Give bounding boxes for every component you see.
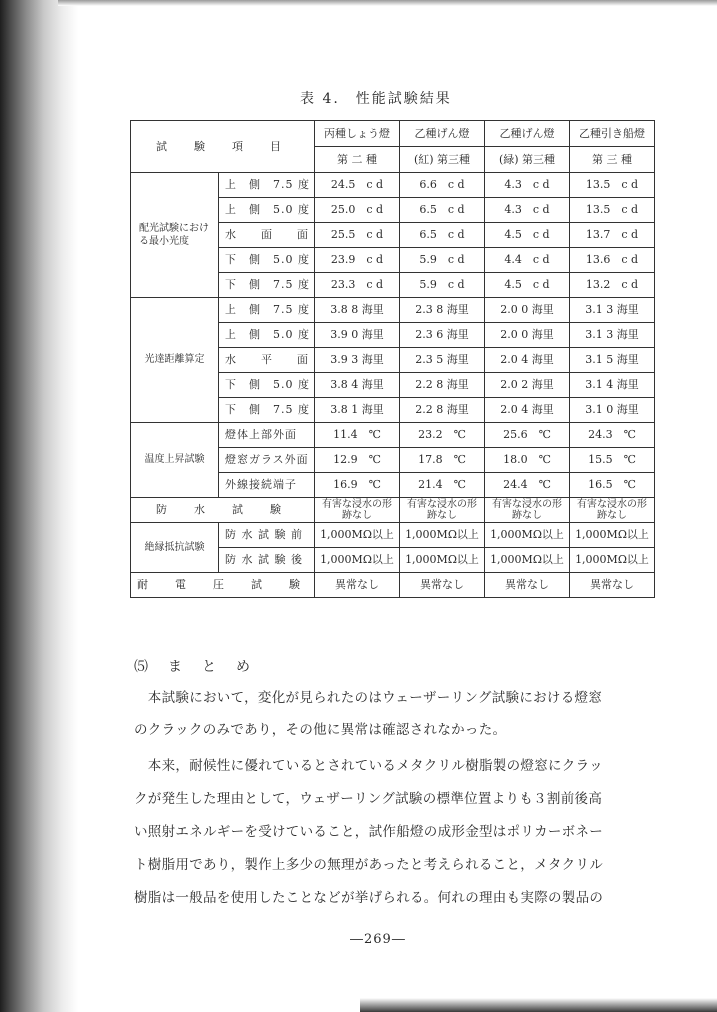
table-cell: 6.5 c d xyxy=(400,198,485,223)
waterproof-test-label: 防 水 試 験 xyxy=(131,498,315,523)
table-cell: 6.6 c d xyxy=(400,173,485,198)
table-cell: 3.9 3 海里 xyxy=(315,348,400,373)
table-cell: 1,000MΩ以上 xyxy=(400,548,485,573)
table-cell: 6.5 c d xyxy=(400,223,485,248)
table-cell: 17.8 ℃ xyxy=(400,448,485,473)
row-item: 下 側 7.5 度 xyxy=(219,273,315,298)
table-cell: 5.9 c d xyxy=(400,273,485,298)
table-cell: 異常なし xyxy=(400,573,485,598)
table-cell: 2.3 6 海里 xyxy=(400,323,485,348)
table-cell: 23.3 c d xyxy=(315,273,400,298)
table-cell: 25.5 c d xyxy=(315,223,400,248)
table-cell: 13.7 c d xyxy=(570,223,655,248)
row-item: 水 面 面 xyxy=(219,223,315,248)
table-row xyxy=(131,498,655,523)
table-cell: 21.4 ℃ xyxy=(400,473,485,498)
table-cell: 4.3 c d xyxy=(485,173,570,198)
table-cell: 3.8 1 海里 xyxy=(315,398,400,423)
table-cell: 24.4 ℃ xyxy=(485,473,570,498)
table-cell: 1,000MΩ以上 xyxy=(485,523,570,548)
body-text-line: 樹脂は一般品を使用したことなどが挙げられる。何れの理由も実際の製品の xyxy=(134,890,604,906)
table-cell: 1,000MΩ以上 xyxy=(570,523,655,548)
table-cell: 3.1 3 海里 xyxy=(570,298,655,323)
table-cell: 16.9 ℃ xyxy=(315,473,400,498)
table-cell: 5.9 c d xyxy=(400,248,485,273)
header-col3-line2: (緑) 第三種 xyxy=(485,147,570,173)
table-cell: 2.3 8 海里 xyxy=(400,298,485,323)
group-label-insulation: 絶縁抵抗試験 xyxy=(131,523,219,573)
table-cell: 2.0 0 海里 xyxy=(485,298,570,323)
row-item: 燈体上部外面 xyxy=(219,423,315,448)
table-cell: 有害な浸水の形跡なし xyxy=(485,498,570,523)
table-cell: 23.2 ℃ xyxy=(400,423,485,448)
table-cell: 1,000MΩ以上 xyxy=(570,548,655,573)
table-row xyxy=(131,523,655,548)
table-cell: 23.9 c d xyxy=(315,248,400,273)
body-text-line: クが発生した理由として，ウェザーリング試験の標準位置よりも３割前後高 xyxy=(134,791,603,807)
header-test-item: 試 験 項 目 xyxy=(131,121,315,173)
table-cell: 13.5 c d xyxy=(570,173,655,198)
header-col3-line1: 乙種げん燈 xyxy=(485,121,570,147)
performance-results-table xyxy=(130,120,655,598)
page-bottom-edge-shadow xyxy=(360,998,717,1012)
row-item: 下 側 7.5 度 xyxy=(219,398,315,423)
book-binding-shadow xyxy=(0,0,78,1012)
table-cell: 2.0 4 海里 xyxy=(485,398,570,423)
table-header-row xyxy=(131,121,655,147)
table-row xyxy=(131,298,655,323)
table-cell: 有害な浸水の形跡なし xyxy=(570,498,655,523)
table-cell: 異常なし xyxy=(315,573,400,598)
table-row xyxy=(131,173,655,198)
table-cell: 18.0 ℃ xyxy=(485,448,570,473)
table-cell: 2.3 5 海里 xyxy=(400,348,485,373)
table-cell: 2.0 0 海里 xyxy=(485,323,570,348)
table-cell: 16.5 ℃ xyxy=(570,473,655,498)
table-cell: 4.5 c d xyxy=(485,273,570,298)
group-label-light-min: 配光試験における最小光度 xyxy=(131,173,219,298)
row-item: 上 側 5.0 度 xyxy=(219,198,315,223)
table-cell: 3.9 0 海里 xyxy=(315,323,400,348)
row-item: 防 水 試 験 前 xyxy=(219,523,315,548)
table-cell: 1,000MΩ以上 xyxy=(315,548,400,573)
header-col4-line1: 乙種引き船燈 xyxy=(570,121,655,147)
table-title: 表 4. 性能試験結果 xyxy=(300,91,452,107)
row-item: 上 側 5.0 度 xyxy=(219,323,315,348)
table-cell: 15.5 ℃ xyxy=(570,448,655,473)
table-cell: 2.0 2 海里 xyxy=(485,373,570,398)
table-cell: 12.9 ℃ xyxy=(315,448,400,473)
table-cell: 25.6 ℃ xyxy=(485,423,570,448)
table-cell: 異常なし xyxy=(485,573,570,598)
row-item: 燈窓ガラス外面 xyxy=(219,448,315,473)
table-cell: 3.1 4 海里 xyxy=(570,373,655,398)
row-item: 上 側 7.5 度 xyxy=(219,298,315,323)
body-text-line: ト樹脂用であり，製作上多少の無理があったと考えられること，メタクリル xyxy=(134,857,604,873)
table-cell: 3.1 3 海里 xyxy=(570,323,655,348)
table-cell: 13.6 c d xyxy=(570,248,655,273)
header-col4-line2: 第 三 種 xyxy=(570,147,655,173)
header-col1-line1: 丙種しょう燈 xyxy=(315,121,400,147)
body-text-line: 本来，耐候性に優れているとされているメタクリル樹脂製の燈窓にクラッ xyxy=(134,758,603,774)
table-cell: 3.8 8 海里 xyxy=(315,298,400,323)
group-label-reach: 光達距離算定 xyxy=(131,298,219,423)
table-cell: 2.2 8 海里 xyxy=(400,398,485,423)
table-cell: 1,000MΩ以上 xyxy=(400,523,485,548)
table-cell: 25.0 c d xyxy=(315,198,400,223)
page-top-edge-shadow xyxy=(58,0,717,6)
table-cell: 3.1 0 海里 xyxy=(570,398,655,423)
table-cell: 4.3 c d xyxy=(485,198,570,223)
row-item: 下 側 5.0 度 xyxy=(219,248,315,273)
table-cell: 24.3 ℃ xyxy=(570,423,655,448)
withstand-voltage-test-label: 耐 電 圧 試 験 xyxy=(131,573,315,598)
table-cell: 3.8 4 海里 xyxy=(315,373,400,398)
table-cell: 4.4 c d xyxy=(485,248,570,273)
body-text-line: い照射エネルギーを受けていること，試作船燈の成形金型はポリカーボネー xyxy=(134,824,604,840)
page-number: ―269― xyxy=(350,932,406,947)
table-cell: 2.0 4 海里 xyxy=(485,348,570,373)
table-cell: 有害な浸水の形跡なし xyxy=(400,498,485,523)
table-cell: 24.5 c d xyxy=(315,173,400,198)
header-col2-line1: 乙種げん燈 xyxy=(400,121,485,147)
header-col1-line2: 第 二 種 xyxy=(315,147,400,173)
table-cell: 1,000MΩ以上 xyxy=(315,523,400,548)
section-heading-summary: ⑸ ま と め xyxy=(134,659,253,675)
table-cell: 有害な浸水の形跡なし xyxy=(315,498,400,523)
row-item: 上 側 7.5 度 xyxy=(219,173,315,198)
row-item: 下 側 5.0 度 xyxy=(219,373,315,398)
row-item: 外線接続端子 xyxy=(219,473,315,498)
row-item: 防 水 試 験 後 xyxy=(219,548,315,573)
table-cell: 4.5 c d xyxy=(485,223,570,248)
table-cell: 13.2 c d xyxy=(570,273,655,298)
body-text-line: 本試験において，変化が見られたのはウェーザーリング試験における燈窓 xyxy=(134,690,603,706)
table-row xyxy=(131,573,655,598)
table-cell: 11.4 ℃ xyxy=(315,423,400,448)
body-text-line: のクラックのみであり，その他に異常は確認されなかった。 xyxy=(134,722,507,738)
table-row xyxy=(131,423,655,448)
header-col2-line2: (紅) 第三種 xyxy=(400,147,485,173)
table-cell: 3.1 5 海里 xyxy=(570,348,655,373)
row-item: 水 平 面 xyxy=(219,348,315,373)
table-cell: 13.5 c d xyxy=(570,198,655,223)
table-cell: 異常なし xyxy=(570,573,655,598)
table-cell: 1,000MΩ以上 xyxy=(485,548,570,573)
table-cell: 2.2 8 海里 xyxy=(400,373,485,398)
group-label-temp: 温度上昇試験 xyxy=(131,423,219,498)
